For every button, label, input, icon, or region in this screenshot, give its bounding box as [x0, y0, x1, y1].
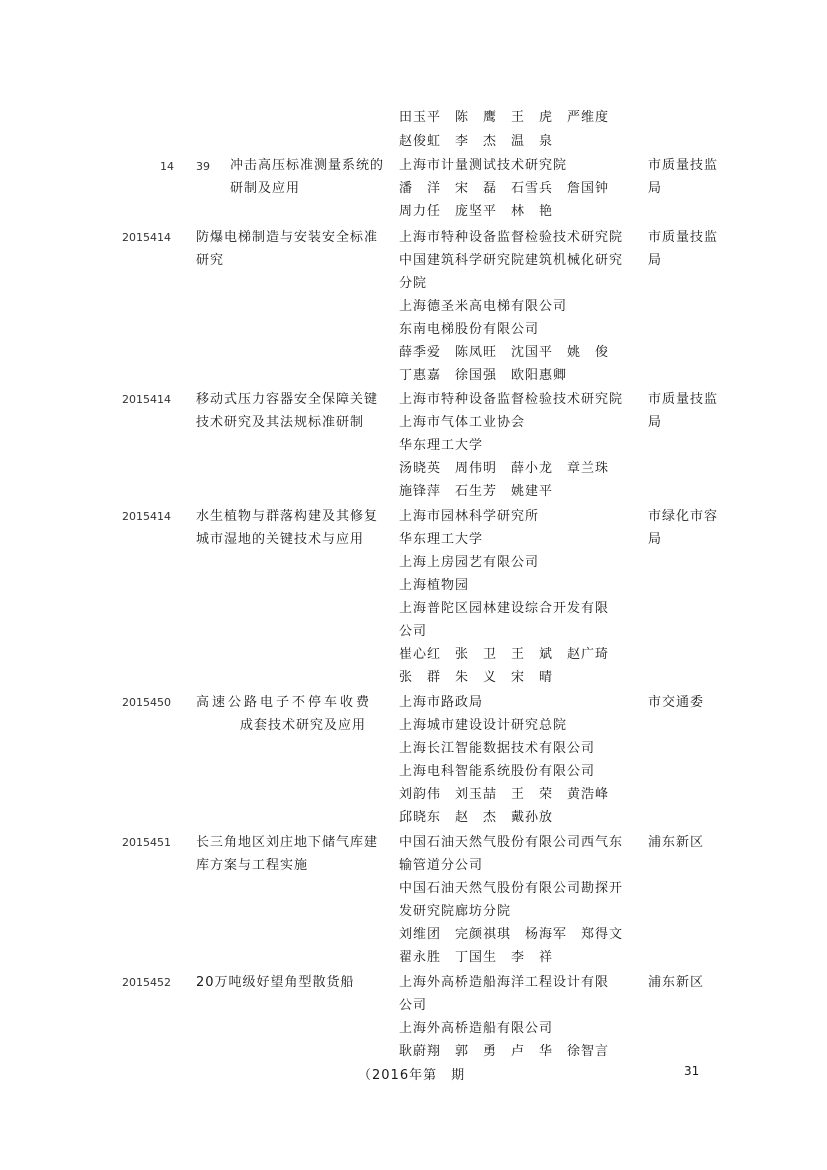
- unit-line: 上海电科智能系统股份有限公司: [399, 764, 596, 779]
- title-text: 冲击高压标准测量系统的研制及应用: [230, 158, 385, 196]
- people-line: 赵俊虹 李 杰 温 泉: [399, 134, 554, 149]
- unit-line: 上海上房园艺有限公司: [399, 555, 540, 570]
- unit-line: 汤晓英 周伟明 薛小龙 章兰珠: [399, 461, 610, 476]
- entry-units: [399, 226, 623, 387]
- title-line: 成套技术研究及应用: [240, 718, 367, 733]
- entry-department: 市绿化市容局: [648, 509, 719, 547]
- unit-line: 上海市特种设备监督检验技术研究院: [399, 392, 624, 407]
- unit-line: 耿蔚翔 郭 勇 卢 华 徐智言: [399, 1044, 610, 1059]
- entry-id: 2015451: [122, 836, 171, 849]
- unit-line: 崔心红 张 卫 王 斌 赵广琦: [399, 647, 610, 662]
- unit-line: 上海植物园: [399, 578, 470, 593]
- unit-line: 上海德圣米高电梯有限公司: [399, 299, 568, 314]
- unit-line: 上海长江智能数据技术有限公司: [399, 741, 596, 756]
- unit-line: 中国建筑科学研究院建筑机械化研究: [399, 253, 624, 268]
- unit-line: 分院: [399, 276, 428, 291]
- entry-id: 2015450: [122, 696, 171, 709]
- entry-title: [196, 154, 388, 200]
- entry-units: [399, 154, 609, 223]
- unit-line: 翟永胜 丁国生 李 祥: [399, 950, 554, 965]
- entry-title: 防爆电梯制造与安装安全标准研究: [196, 230, 379, 268]
- unit-line: 上海城市建设设计研究总院: [399, 718, 568, 733]
- unit-line: 上海外高桥造船有限公司: [399, 1021, 554, 1036]
- unit-line: 输管道分公司: [399, 858, 484, 873]
- entry-title: 20万吨级好望角型散货船: [196, 975, 355, 990]
- unit-line: 施锋萍 石生芳 姚建平: [399, 484, 554, 499]
- entry-title: 移动式压力容器安全保障关键技术研究及其法规标准研制: [196, 392, 379, 430]
- unit-line: 周力任 庞坚平 林 艳: [399, 204, 554, 219]
- unit-line: 刘韵伟 刘玉喆 王 荣 黄浩峰: [399, 787, 610, 802]
- entry-department: 浦东新区: [648, 835, 705, 850]
- unit-line: 华东理工大学: [399, 438, 484, 453]
- page-number: 31: [684, 1064, 700, 1078]
- entry-title: 长三角地区刘庄地下储气库建库方案与工程实施: [196, 835, 379, 873]
- entry-id: 14 39: [160, 160, 210, 173]
- unit-line: 刘维团 完颜祺琪 杨海军 郑得文: [399, 927, 624, 942]
- unit-line: 上海市园林科学研究所: [399, 509, 540, 524]
- entry-id: 2015452: [122, 976, 171, 989]
- entry-units: [399, 971, 609, 1063]
- entry-units: [399, 691, 609, 829]
- entry-id: 2015414: [122, 231, 171, 244]
- title-line: 高速公路电子不停车收费: [196, 695, 373, 710]
- people-line: 田玉平 陈 鹰 王 虎 严维度: [399, 110, 610, 125]
- entry-id: 2015414: [122, 510, 171, 523]
- entry-department: 市质量技监局: [648, 230, 719, 268]
- entry-id: 2015414: [122, 393, 171, 406]
- entry-department: 浦东新区: [648, 975, 705, 990]
- unit-line: 邱晓东 赵 杰 戴孙放: [399, 810, 554, 825]
- unit-line: 上海市路政局: [399, 695, 484, 710]
- entry-title: [196, 691, 388, 737]
- entry-units: [399, 505, 609, 689]
- unit-line: 上海普陀区园林建设综合开发有限: [399, 601, 610, 616]
- unit-line: 张 群 朱 义 宋 晴: [399, 670, 554, 685]
- entry-department: 市质量技监局: [648, 392, 719, 430]
- unit-line: 上海市气体工业协会: [399, 415, 526, 430]
- unit-line: 发研究院廊坊分院: [399, 904, 512, 919]
- unit-line: 丁惠嘉 徐国强 欧阳惠卿: [399, 368, 568, 383]
- unit-line: 公司: [399, 998, 428, 1013]
- entry-units: [399, 388, 623, 503]
- unit-line: 中国石油天然气股份有限公司西气东: [399, 835, 624, 850]
- issue-footer: （2016年第 期: [358, 1068, 466, 1083]
- unit-line: 上海市计量测试技术研究院: [399, 158, 568, 173]
- entry-units: [399, 831, 623, 969]
- entry-department: 市交通委: [648, 695, 705, 710]
- unit-line: 上海外高桥造船海洋工程设计有限: [399, 975, 610, 990]
- unit-line: 华东理工大学: [399, 532, 484, 547]
- unit-line: 公司: [399, 624, 428, 639]
- unit-line: 上海市特种设备监督检验技术研究院: [399, 230, 624, 245]
- unit-line: 薛季爱 陈凤旺 沈国平 姚 俊: [399, 345, 610, 360]
- unit-line: 潘 洋 宋 磊 石雪兵 詹国钟: [399, 181, 610, 196]
- unit-line: 东南电梯股份有限公司: [399, 322, 540, 337]
- entry-title: 水生植物与群落构建及其修复城市湿地的关键技术与应用: [196, 509, 379, 547]
- unit-line: 中国石油天然气股份有限公司勘探开: [399, 881, 624, 896]
- entry-department: 市质量技监局: [648, 158, 719, 196]
